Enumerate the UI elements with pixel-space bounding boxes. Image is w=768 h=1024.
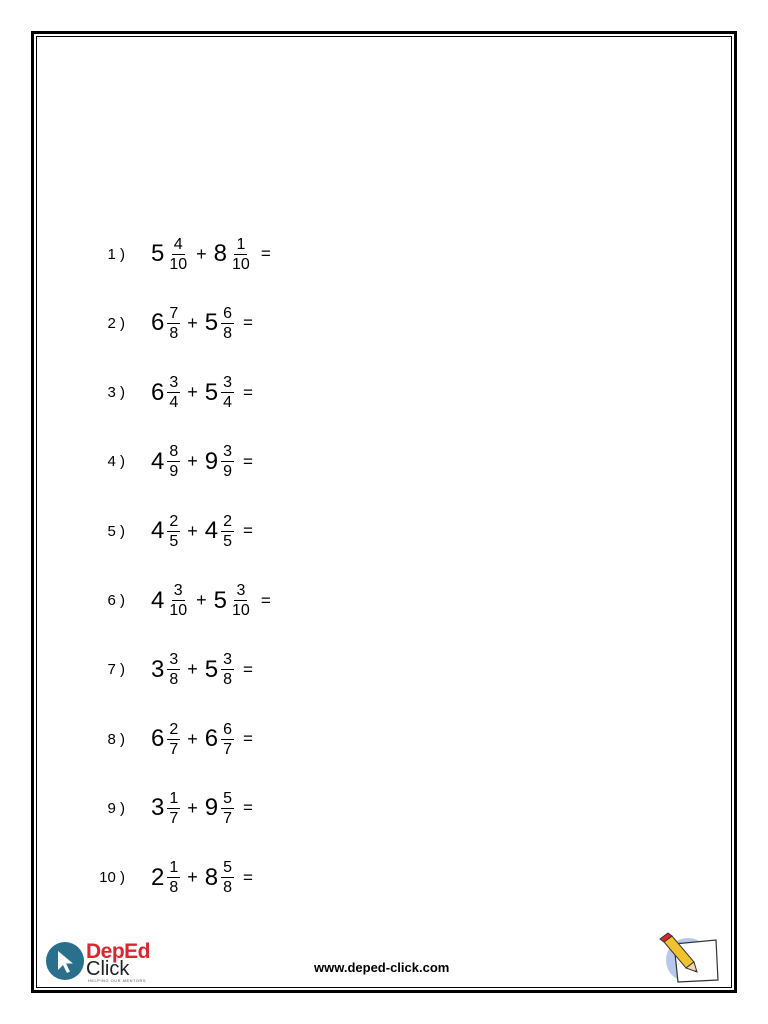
second-whole-number: 5: [204, 309, 219, 337]
first-denominator: 7: [169, 809, 179, 827]
second-fraction: [221, 374, 234, 411]
first-denominator: 4: [169, 394, 179, 412]
first-numerator: 2: [169, 512, 179, 530]
first-fraction: [167, 859, 180, 896]
second-denominator: 10: [232, 602, 250, 619]
first-numerator: 3: [173, 582, 183, 599]
second-fraction: [221, 305, 234, 342]
plus-sign: +: [187, 312, 198, 333]
first-fraction: [167, 651, 180, 688]
plus-sign: +: [187, 451, 198, 472]
second-numerator: 3: [223, 374, 233, 392]
first-numerator: 4: [173, 235, 183, 253]
equals-sign: =: [243, 867, 253, 887]
first-denominator: 10: [169, 602, 188, 619]
worksheet-border-inner: [36, 36, 732, 988]
first-denominator: 7: [169, 740, 179, 758]
second-numerator: 3: [236, 582, 246, 599]
mixed-number-expression: [151, 301, 253, 345]
logo-tagline: HELPING OUR MENTORS: [88, 978, 147, 983]
second-whole-number: 5: [213, 586, 228, 614]
second-numerator: 1: [236, 235, 246, 253]
first-numerator: 1: [169, 789, 179, 807]
second-numerator: 6: [223, 304, 233, 322]
problem-number: 3 ): [107, 384, 125, 402]
first-whole-number: 6: [151, 309, 165, 337]
first-denominator: 5: [169, 532, 179, 550]
second-denominator: 4: [223, 394, 233, 412]
second-denominator: 7: [223, 809, 233, 827]
equals-sign: =: [260, 590, 271, 610]
second-numerator: 5: [223, 859, 233, 877]
first-numerator: 7: [169, 304, 179, 322]
equals-sign: =: [243, 729, 253, 749]
plus-sign: +: [187, 867, 198, 888]
problem-number: 5 ): [107, 522, 125, 540]
first-fraction: [167, 236, 189, 273]
plus-sign: +: [187, 797, 198, 818]
second-denominator: 8: [223, 324, 233, 342]
second-fraction: [221, 721, 234, 758]
first-whole-number: 4: [151, 586, 165, 614]
second-denominator: 7: [223, 740, 233, 758]
second-numerator: 3: [223, 443, 233, 461]
first-fraction: [167, 305, 180, 342]
second-whole-number: 9: [204, 794, 219, 822]
second-denominator: 10: [232, 255, 250, 273]
second-fraction: [221, 790, 234, 827]
first-denominator: 8: [169, 879, 179, 897]
footer-website: www.deped-click.com: [314, 960, 450, 975]
first-fraction: [167, 443, 180, 480]
first-whole-number: 3: [151, 794, 165, 822]
second-fraction: [221, 513, 234, 550]
second-denominator: 5: [223, 532, 233, 550]
second-whole-number: 8: [204, 863, 219, 891]
logo-cursor-icon: [46, 942, 84, 980]
mixed-number-expression: [151, 371, 253, 415]
first-denominator: 8: [169, 671, 179, 689]
second-whole-number: 6: [204, 725, 219, 753]
mixed-number-expression: [151, 717, 253, 761]
plus-sign: +: [196, 243, 207, 264]
problem-number: 10 ): [99, 869, 125, 887]
second-whole-number: 5: [204, 378, 219, 406]
first-fraction: [167, 582, 189, 619]
problem-number: 1 ): [107, 245, 125, 263]
mixed-number-expression: [151, 786, 253, 830]
equals-sign: =: [243, 382, 253, 402]
second-fraction: [221, 859, 234, 896]
pencil-paper-icon: [654, 930, 724, 984]
second-fraction: [230, 582, 252, 619]
plus-sign: +: [196, 590, 207, 610]
equals-sign: =: [243, 313, 253, 333]
second-denominator: 9: [223, 463, 233, 481]
equals-sign: =: [243, 451, 253, 471]
plus-sign: +: [187, 520, 198, 541]
first-whole-number: 4: [151, 447, 165, 475]
first-fraction: [167, 790, 180, 827]
equals-sign: =: [260, 244, 271, 263]
second-whole-number: 9: [204, 447, 219, 475]
first-numerator: 2: [169, 720, 179, 738]
first-fraction: [167, 513, 180, 550]
first-whole-number: 5: [151, 240, 165, 267]
second-numerator: 3: [223, 651, 233, 669]
plus-sign: +: [187, 728, 198, 749]
mixed-number-expression: [151, 579, 271, 623]
problem-number: 9 ): [107, 799, 125, 817]
mixed-number-expression: [151, 648, 253, 692]
second-numerator: 2: [223, 512, 233, 530]
first-numerator: 1: [169, 859, 179, 877]
second-numerator: 6: [223, 720, 233, 738]
first-denominator: 8: [169, 324, 179, 342]
plus-sign: +: [187, 659, 198, 680]
first-whole-number: 6: [151, 725, 165, 753]
equals-sign: =: [243, 521, 253, 541]
second-fraction: [230, 236, 252, 273]
first-whole-number: 3: [151, 655, 165, 683]
second-numerator: 5: [223, 789, 233, 807]
second-whole-number: 8: [213, 240, 228, 267]
equals-sign: =: [243, 798, 253, 818]
problem-number: 7 ): [107, 661, 125, 679]
first-denominator: 9: [169, 463, 179, 481]
mixed-number-expression: [151, 509, 253, 553]
problem-number: 8 ): [107, 730, 125, 748]
plus-sign: +: [187, 382, 198, 403]
problem-number: 2 ): [107, 314, 125, 332]
equals-sign: =: [243, 659, 253, 679]
second-denominator: 8: [223, 671, 233, 689]
second-fraction: [221, 443, 234, 480]
logo-deped-text: DepEd: [86, 940, 151, 963]
second-fraction: [221, 651, 234, 688]
first-numerator: 8: [169, 443, 179, 461]
first-whole-number: 6: [151, 378, 165, 406]
first-numerator: 3: [169, 374, 179, 392]
first-denominator: 10: [169, 255, 188, 273]
problem-number: 4 ): [107, 453, 125, 471]
mixed-number-expression: [151, 232, 271, 276]
second-whole-number: 4: [204, 517, 219, 545]
second-whole-number: 5: [204, 655, 219, 683]
first-numerator: 3: [169, 651, 179, 669]
second-denominator: 8: [223, 879, 233, 897]
logo-click-text: Click: [86, 958, 130, 980]
mixed-number-expression: [151, 856, 253, 900]
first-fraction: [167, 374, 180, 411]
first-whole-number: 4: [151, 517, 165, 545]
first-whole-number: 2: [151, 863, 165, 891]
deped-click-logo: [46, 940, 156, 984]
mixed-number-expression: [151, 440, 253, 484]
first-fraction: [167, 721, 180, 758]
problem-number: 6 ): [107, 592, 125, 609]
